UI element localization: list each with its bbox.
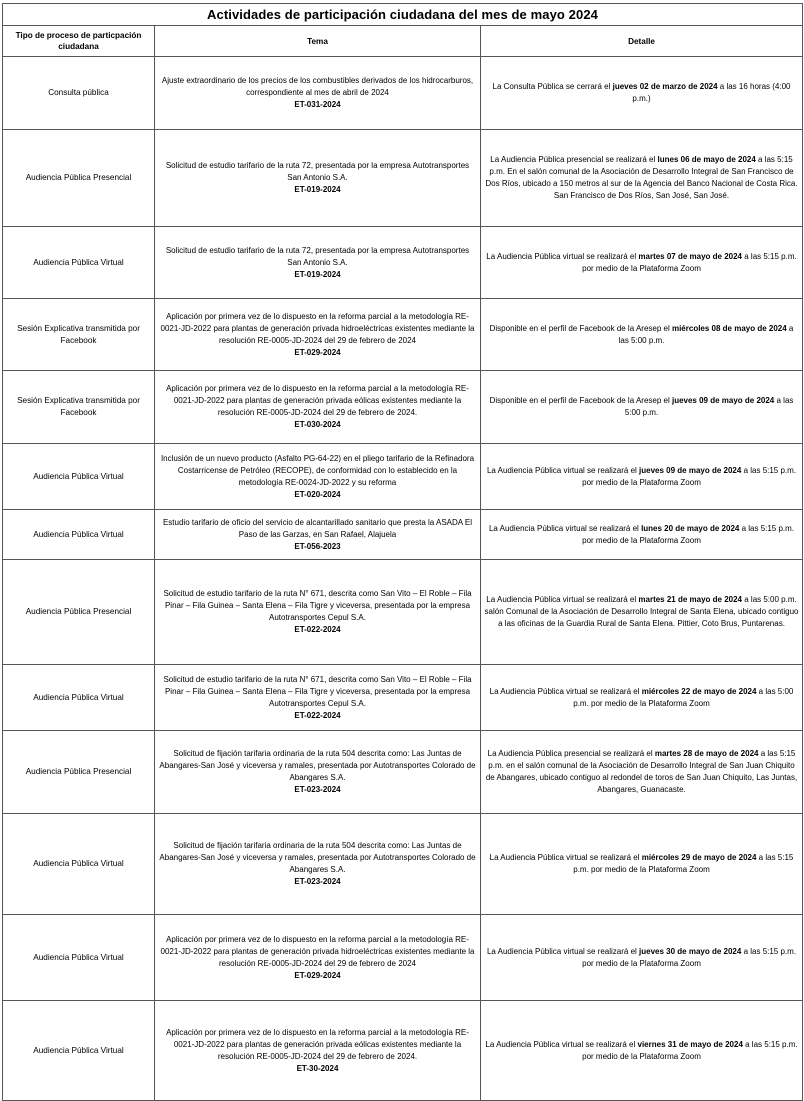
tema-text: Solicitud de estudio tarifario de la ruta 72, presentada por la empresa Autotransportes San Antonio S.A. — [165, 161, 470, 182]
cell-detalle — [481, 299, 803, 371]
case-code: ET-019-2024 — [294, 269, 341, 279]
detalle-text: La Audiencia Pública presencial se realizará el — [490, 155, 658, 164]
cell-detalle — [481, 130, 803, 227]
table-row — [3, 510, 803, 560]
cell-tema — [155, 510, 481, 560]
detalle-date: jueves 09 de mayo de 2024 — [671, 396, 775, 405]
cell-tipo: Consulta pública — [3, 57, 155, 130]
detalle-text: a las 5:15 p.m. por medio de la Plataforma Zoom — [582, 465, 797, 487]
table-row — [3, 227, 803, 299]
cell-detalle — [481, 444, 803, 510]
case-code: ET-019-2024 — [294, 185, 341, 194]
detalle-date: miércoles 08 de mayo de 2024 — [671, 323, 787, 333]
cell-tipo: Audiencia Pública Virtual — [3, 227, 155, 299]
tema-text: Solicitud de estudio tarifario de la ruta N° 671, descrita como San Vito – El Roble – Fila Pinar – Fila Guinea – Santa Elena – Fila Tigre y viceversa, presentada por la empresa Autotransportes Cepul S.A. — [163, 674, 472, 708]
detalle-date: martes 07 de mayo de 2024 — [638, 251, 743, 261]
detalle-text: La Audiencia Pública virtual se realizará el — [486, 465, 640, 475]
cell-tipo: Audiencia Pública Presencial — [3, 731, 155, 814]
case-code: ET-022-2024 — [294, 625, 341, 634]
table-row — [3, 371, 803, 444]
detalle-date: miércoles 22 de mayo de 2024 — [641, 686, 757, 696]
cell-tipo: Audiencia Pública Virtual — [3, 814, 155, 915]
table-row — [3, 731, 803, 814]
tema-text: Estudio tarifario de oficio del servicio de alcantarillado sanitario que presta la ASADA El Paso de las Garzas, en San Rafael, Alajuela — [162, 517, 473, 539]
cell-tipo: Audiencia Pública Presencial — [3, 130, 155, 227]
tema-text: Aplicación por primera vez de lo dispuesto en la reforma parcial a la metodología RE-0021-JD-2022 para plantas de generación privada eólicas existentes mediante la resolución RE-0005-JD-2024 del 29 de febrero de 2024. — [166, 1027, 469, 1061]
case-code: ET-056-2023 — [294, 541, 341, 551]
table-row — [3, 299, 803, 371]
detalle-text: La Audiencia Pública presencial se realizará el — [487, 749, 655, 758]
table-row — [3, 560, 803, 665]
detalle-text: La Audiencia Pública virtual se realizará el — [489, 686, 642, 696]
detalle-date: martes 21 de mayo de 2024 — [638, 595, 743, 604]
document-sheet — [2, 3, 802, 1101]
detalle-text: La Audiencia Pública virtual se realizará el — [485, 1039, 638, 1049]
tema-text: Solicitud de estudio tarifario de la ruta N° 671, descrita como San Vito – El Roble – Fila Pinar – Fila Guinea – Santa Elena – Fila Tigre y viceversa, presentada por la empresa Autotransportes Cepul S.A. — [163, 589, 472, 622]
cell-tema — [155, 814, 481, 915]
header-row — [3, 26, 803, 57]
header-tema: Tema — [155, 26, 481, 57]
cell-tipo: Sesión Explicativa transmitida por Facebook — [3, 371, 155, 444]
table-title: Actividades de participación ciudadana del mes de mayo 2024 — [3, 4, 803, 26]
case-code: ET-020-2024 — [294, 489, 341, 499]
title-row — [3, 4, 803, 26]
tema-text: Aplicación por primera vez de lo dispuesto en la reforma parcial a la metodología RE-0021-JD-2022 para plantas de generación privada eólicas existentes mediante la resolución RE-0005-JD-2024 del 29 de febrero de 2024. — [166, 384, 469, 417]
detalle-text: La Audiencia Pública virtual se realizará el — [486, 251, 639, 261]
case-code: ET-30-2024 — [296, 1063, 339, 1073]
cell-detalle — [481, 665, 803, 731]
header-tipo: Tipo de proceso de particpación ciudadana — [3, 26, 155, 57]
detalle-text: a las 5:00 p.m. — [618, 323, 794, 345]
cell-detalle — [481, 1001, 803, 1101]
case-code: ET-023-2024 — [294, 785, 341, 794]
case-code: ET-029-2024 — [294, 970, 341, 980]
cell-detalle — [481, 915, 803, 1001]
cell-tipo: Audiencia Pública Virtual — [3, 510, 155, 560]
header-detalle: Detalle — [481, 26, 803, 57]
tema-text: Aplicación por primera vez de lo dispuesto en la reforma parcial a la metodología RE-0021-JD-2022 para plantas de generación privada hidroeléctricas existentes mediante la resolución RE-0005-JD-2024 del 29 de febrero de 2024 — [160, 311, 475, 345]
detalle-text: Disponible en el perfil de Facebook de la Aresep el — [489, 323, 672, 333]
detalle-text: a las 5:00 p.m. — [624, 396, 794, 417]
cell-tema — [155, 665, 481, 731]
cell-detalle — [481, 560, 803, 665]
tema-text: Ajuste extraordinario de los precios de los combustibles derivados de los hidrocarburos, correspondiente al mes de abril de 2024 — [161, 76, 474, 97]
detalle-text: a las 16 horas (4:00 p.m.) — [632, 82, 791, 103]
detalle-text: a las 5:15 p.m. en el salón comunal de la Asociación de Desarrollo Integral de San Juan Chiquito de Abangares, ubicado contiguo al redondel de toros de San Juan Chiquito, Las Juntas, Abangares, Guanacaste. — [485, 749, 798, 794]
tema-text: Solicitud de fijación tarifaria ordinaria de la ruta 504 descrita como: Las Juntas de Abangares-San José y viceversa y ramales, presentada por Autotransportes Colorado de Abangares S.A. — [159, 841, 476, 874]
tema-text: Solicitud de estudio tarifario de la ruta 72, presentada por la empresa Autotransportes San Antonio S.A. — [165, 245, 470, 267]
cell-tema — [155, 371, 481, 444]
detalle-text: La Audiencia Pública virtual se realizará el — [486, 595, 639, 604]
case-code: ET-029-2024 — [294, 347, 341, 357]
cell-detalle — [481, 814, 803, 915]
table-row — [3, 915, 803, 1001]
detalle-text: La Audiencia Pública virtual se realizará el — [488, 523, 642, 533]
cell-detalle — [481, 227, 803, 299]
cell-tema — [155, 915, 481, 1001]
cell-tipo: Audiencia Pública Virtual — [3, 1001, 155, 1101]
cell-tipo: Sesión Explicativa transmitida por Facebook — [3, 299, 155, 371]
detalle-text: La Audiencia Pública virtual se realizará el — [486, 946, 640, 956]
table-row — [3, 665, 803, 731]
cell-tema — [155, 560, 481, 665]
table-row — [3, 1001, 803, 1101]
cell-tema — [155, 299, 481, 371]
cell-tema — [155, 444, 481, 510]
detalle-date: martes 28 de mayo de 2024 — [654, 749, 759, 758]
table-row — [3, 130, 803, 227]
detalle-date: jueves 30 de mayo de 2024 — [639, 946, 742, 956]
case-code: ET-030-2024 — [294, 420, 341, 429]
cell-detalle — [481, 57, 803, 130]
detalle-text: a las 5:15 p.m. por medio de la Plataforma Zoom — [582, 251, 797, 273]
table-row — [3, 814, 803, 915]
tema-text: Inclusión de un nuevo producto (Asfalto PG-64-22) en el pliego tarifario de la Refinadora Costarricense de Petróleo (RECOPE), de conformidad con lo establecido en la metodología RE-0024-JD-2022 y su reforma — [160, 453, 475, 487]
detalle-text: La Audiencia Pública virtual se realizará el — [489, 853, 642, 862]
detalle-text: Disponible en el perfil de Facebook de la Aresep el — [489, 396, 672, 405]
cell-tipo: Audiencia Pública Presencial — [3, 560, 155, 665]
detalle-text: a las 5:00 p.m. salón Comunal de la Asociación de Desarrollo Integral de Santa Elena, ubicado contiguo a las oficinas de la Guardia Rural de Santa Elena. Pittier, Coto Brus, Puntarenas. — [484, 595, 799, 628]
cell-detalle — [481, 731, 803, 814]
cell-tipo: Audiencia Pública Virtual — [3, 444, 155, 510]
cell-tema — [155, 731, 481, 814]
cell-tema — [155, 57, 481, 130]
cell-detalle — [481, 510, 803, 560]
cell-tipo: Audiencia Pública Virtual — [3, 915, 155, 1001]
cell-detalle — [481, 371, 803, 444]
case-code: ET-031-2024 — [294, 100, 341, 109]
detalle-text: a las 5:15 p.m. por medio de la Plataforma Zoom — [573, 853, 794, 874]
tema-text: Solicitud de fijación tarifaria ordinaria de la ruta 504 descrita como: Las Juntas de Abangares-San José y viceversa y ramales, presentada por Autotransportes Colorado de Abangares S.A. — [159, 749, 476, 782]
detalle-date: jueves 09 de mayo de 2024 — [639, 465, 742, 475]
cell-tipo: Audiencia Pública Virtual — [3, 665, 155, 731]
table-row — [3, 57, 803, 130]
detalle-date: lunes 06 de mayo de 2024 — [657, 155, 756, 164]
cell-tema — [155, 1001, 481, 1101]
detalle-text: a las 5:15 p.m. por medio de la Plataforma Zoom — [582, 946, 797, 968]
detalle-text: a las 5:15 p.m. En el salón comunal de la Asociación de Desarrollo Integral de San Francisco de Dos Ríos, ubicado a 150 metros al sur de la Agencia del Banco Nacional de Costa Rica. San Francisco de Dos Ríos, San José, San José. — [485, 155, 798, 200]
case-code: ET-023-2024 — [294, 877, 341, 886]
detalle-date: jueves 02 de marzo de 2024 — [612, 82, 718, 91]
detalle-text: a las 5:00 p.m. por medio de la Plataforma Zoom — [573, 686, 794, 708]
table-row — [3, 444, 803, 510]
detalle-text: a las 5:15 p.m. por medio de la Plataforma Zoom — [582, 523, 795, 545]
activities-table — [2, 3, 803, 1101]
detalle-date: miércoles 29 de mayo de 2024 — [641, 853, 757, 862]
detalle-text: a las 5:15 p.m. por medio de la Plataforma Zoom — [582, 1039, 798, 1061]
detalle-date: viernes 31 de mayo de 2024 — [637, 1039, 743, 1049]
cell-tema — [155, 227, 481, 299]
cell-tema — [155, 130, 481, 227]
tema-text: Aplicación por primera vez de lo dispuesto en la reforma parcial a la metodología RE-0021-JD-2022 para plantas de generación privada hidroeléctricas existentes mediante la resolución RE-0005-JD-2024 del 29 de febrero de 2024 — [160, 934, 475, 968]
detalle-text: La Consulta Pública se cerrará el — [492, 82, 613, 91]
case-code: ET-022-2024 — [294, 710, 341, 720]
detalle-date: lunes 20 de mayo de 2024 — [641, 523, 740, 533]
